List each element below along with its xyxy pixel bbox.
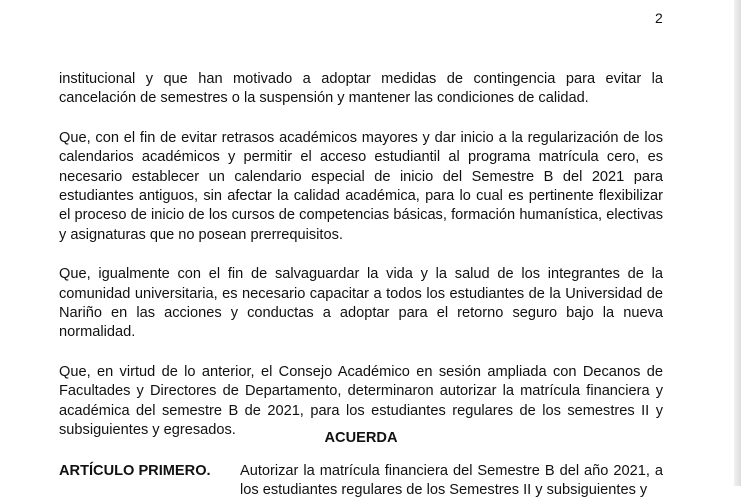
paragraph-continuation: institucional y que han motivado a adoptar medidas de contingencia para evitar la cancelación de semestres o la suspensión y mantener las condiciones de calidad. (59, 71, 663, 107)
paragraph-academic-calendar: Que, con el fin de evitar retrasos académicos mayores y dar inicio a la regularización de los calendarios académicos y permitir el acceso estudiantil al programa matrícula cero, es necesario establecer un calendario especial de inicio del Semestre B del 2021 para estudiantes antiguos, sin afectar la calidad académica, para lo cual es pertinente flexibilizar el proceso de inicio de los cursos de competencias básicas, formación humanística, electivas y asignaturas que no posean prerrequisitos. (59, 129, 663, 243)
paragraph-council-decision: Que, en virtud de lo anterior, el Consejo Académico en sesión ampliada con Decanos de Facultades y Directores de Departamento, determinaron autorizar la matrícula financiera y académica del semestre B de 2021, para los estudiantes regulares de los semestres II y subsiguientes y egresados. (59, 363, 663, 439)
document-body (59, 70, 663, 461)
paragraph-health-safety: Que, igualmente con el fin de salvaguardar la vida y la salud de los integrantes de la comunidad universitaria, es necesario capacitar a todos los estudiantes de la Universidad de Nariño en las acciones y conductas a adoptar para el retorno seguro bajo la nueva normalidad. (59, 266, 663, 341)
article-label: ARTÍCULO PRIMERO. (59, 463, 211, 479)
section-heading: ACUERDA (324, 430, 398, 446)
article-text: Autorizar la matrícula financiera del Semestre B del año 2021, a los estudiantes regulares de los Semestres II y subsiguientes y (240, 463, 663, 499)
page-edge-shadow (734, 0, 741, 486)
page-number: 2 (655, 10, 663, 26)
